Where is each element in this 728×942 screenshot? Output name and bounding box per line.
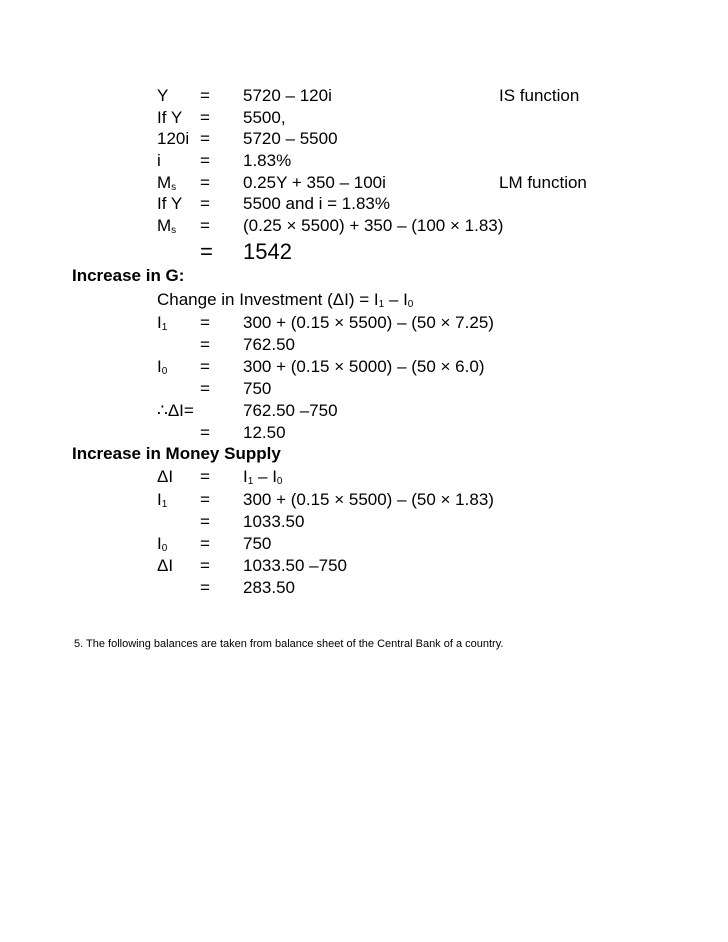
row-lhs: ΔI bbox=[157, 467, 174, 486]
row-lhs: $M_s$ bbox=[157, 216, 177, 236]
row-lhs: $I_1$ bbox=[157, 313, 168, 333]
row-lhs: $I_1$ bbox=[157, 490, 168, 510]
row-eq: = bbox=[200, 108, 210, 127]
row-note: LM function bbox=[499, 173, 587, 192]
row-rhs: $I_1 - I_0$ bbox=[243, 467, 283, 487]
row-lhs: i bbox=[157, 151, 161, 170]
result-value: 1542 bbox=[243, 239, 292, 264]
row-lhs: ΔI bbox=[157, 556, 174, 575]
row-rhs: 0.25Y + 350 – 100i bbox=[243, 173, 386, 192]
row-rhs: 5720 – 5500 bbox=[243, 129, 338, 148]
result-eq: = bbox=[200, 239, 213, 264]
row-eq: = bbox=[200, 357, 210, 376]
row-rhs: 300 + (0.15 × 5500) – (50 × 1.83) bbox=[243, 490, 494, 509]
row-eq: = bbox=[200, 335, 210, 354]
row-eq: = bbox=[200, 313, 210, 332]
row-eq: = bbox=[200, 467, 210, 486]
row-lhs: If Y bbox=[157, 194, 183, 213]
row-rhs: 1033.50 –750 bbox=[243, 556, 347, 575]
row-eq: = bbox=[200, 194, 210, 213]
row-note: IS function bbox=[499, 86, 580, 105]
row-rhs: 1.83% bbox=[243, 151, 292, 170]
row-eq: = bbox=[200, 490, 210, 509]
row-rhs: 762.50 –750 bbox=[243, 401, 338, 420]
section-heading: Increase in G: bbox=[72, 266, 185, 285]
row-lhs: Y bbox=[157, 86, 169, 105]
row-rhs: 300 + (0.15 × 5500) – (50 × 7.25) bbox=[243, 313, 494, 332]
row-eq: = bbox=[200, 423, 210, 442]
change-in-investment: Change in Investment $(\Delta I) = I_1 - I_0$ bbox=[157, 290, 414, 310]
row-eq: = bbox=[200, 86, 210, 105]
row-lhs: $I_0$ bbox=[157, 357, 168, 377]
row-rhs: 5500, bbox=[243, 108, 286, 127]
row-lhs: ∴ΔI= bbox=[157, 401, 194, 420]
row-eq: = bbox=[200, 379, 210, 398]
row-rhs: 300 + (0.15 × 5000) – (50 × 6.0) bbox=[243, 357, 485, 376]
row-rhs: 750 bbox=[243, 534, 272, 553]
row-eq: = bbox=[200, 216, 210, 235]
row-rhs: (0.25 × 5500) + 350 – (100 × 1.83) bbox=[243, 216, 504, 235]
row-eq: = bbox=[200, 512, 210, 531]
row-lhs: If Y bbox=[157, 108, 183, 127]
row-lhs: $M_s$ bbox=[157, 173, 177, 193]
row-rhs: 5720 – 120i bbox=[243, 86, 332, 105]
row-rhs: 12.50 bbox=[243, 423, 286, 442]
row-rhs: 762.50 bbox=[243, 335, 295, 354]
row-rhs: 750 bbox=[243, 379, 272, 398]
row-rhs: 5500 and i = 1.83% bbox=[243, 194, 390, 213]
row-eq: = bbox=[200, 173, 210, 192]
row-rhs: 283.50 bbox=[243, 578, 295, 597]
question-5: 5. The following balances are taken from balance sheet of the Central Bank of a country. bbox=[74, 638, 504, 650]
row-eq: = bbox=[200, 556, 210, 575]
row-eq: = bbox=[200, 129, 210, 148]
row-lhs: 120i bbox=[157, 129, 190, 148]
row-eq: = bbox=[200, 151, 210, 170]
row-lhs: $I_0$ bbox=[157, 534, 168, 554]
section-heading: Increase in Money Supply bbox=[72, 444, 281, 463]
row-rhs: 1033.50 bbox=[243, 512, 305, 531]
row-eq: = bbox=[200, 578, 210, 597]
row-eq: = bbox=[200, 534, 210, 553]
